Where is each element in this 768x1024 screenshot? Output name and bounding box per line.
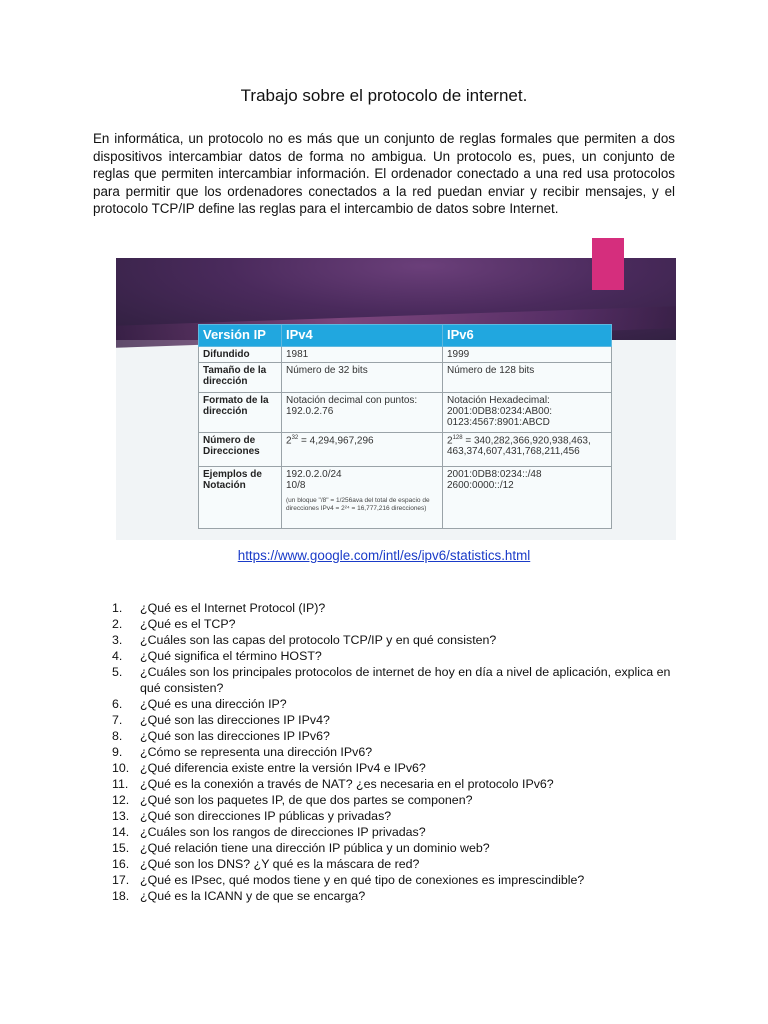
row-label: Difundido xyxy=(199,347,282,363)
ipv4-example-2: 10/8 xyxy=(286,480,306,491)
question-text: ¿Cuáles son las capas del protocolo TCP/IP y en qué consisten? xyxy=(140,633,497,647)
question-text: ¿Qué es IPsec, qué modos tiene y en qué tipo de conexiones es imprescindible? xyxy=(140,873,585,887)
list-item xyxy=(112,712,692,728)
row-label: Formato de la dirección xyxy=(199,393,282,433)
list-item xyxy=(112,808,692,824)
list-item xyxy=(112,792,692,808)
header-ipv4: IPv4 xyxy=(282,325,443,347)
question-number: 1. xyxy=(112,601,123,615)
table-row xyxy=(199,347,612,363)
question-text: ¿Qué relación tiene una dirección IP pública y un dominio web? xyxy=(140,841,490,855)
question-text: ¿Cuáles son los rangos de direcciones IP privadas? xyxy=(140,825,426,839)
list-item xyxy=(112,872,692,888)
question-number: 2. xyxy=(112,617,123,631)
question-text: ¿Qué son las direcciones IP IPv4? xyxy=(140,713,330,727)
list-item xyxy=(112,728,692,744)
question-text: ¿Qué diferencia existe entre la versión IPv4 e IPv6? xyxy=(140,761,426,775)
ipv6-count: = 340,282,366,920,938,463, 463,374,607,431,768,211,456 xyxy=(447,435,591,458)
intro-paragraph: En informática, un protocolo no es más que un conjunto de reglas formales que permiten a dos dispositivos intercambiar datos de forma no ambigua. Un protocolo es, pues, un conjunto de reglas que permiten intercambiar información. El ordenador conectado a una red usa protocolos para permitir que los ordenadores conectados a la red puedan enviar y recibir mensajes, y el protocolo TCP/IP define las reglas para el intercambio de datos sobre Internet. xyxy=(93,131,675,217)
list-item xyxy=(112,632,692,648)
table-row xyxy=(199,433,612,467)
question-text: ¿Cómo se representa una dirección IPv6? xyxy=(140,745,373,759)
question-number: 6. xyxy=(112,697,123,711)
question-number: 10. xyxy=(112,761,130,775)
question-number: 15. xyxy=(112,841,130,855)
ipv4-cell xyxy=(282,433,443,467)
list-item xyxy=(112,856,692,872)
table-header-row xyxy=(199,325,612,347)
question-text: ¿Qué son los paquetes IP, de que dos partes se componen? xyxy=(140,793,473,807)
list-item xyxy=(112,600,692,616)
ipv4-cell: 1981 xyxy=(282,347,443,363)
row-label: Número de Direcciones xyxy=(199,433,282,467)
question-number: 18. xyxy=(112,889,130,903)
question-number: 8. xyxy=(112,729,123,743)
question-text: ¿Qué es la conexión a través de NAT? ¿es necesaria en el protocolo IPv6? xyxy=(140,777,554,791)
ipv4-exponent: 32 xyxy=(291,435,299,441)
ipv6-statistics-link[interactable]: https://www.google.com/intl/es/ipv6/statistics.html xyxy=(237,548,531,563)
list-item xyxy=(112,744,692,760)
question-text: ¿Qué es la ICANN y de que se encarga? xyxy=(140,889,366,903)
question-number: 7. xyxy=(112,713,123,727)
list-item xyxy=(112,776,692,792)
ipv6-example-2: 2600:0000::/12 xyxy=(447,480,514,491)
header-version: Versión IP xyxy=(199,325,282,347)
question-number: 3. xyxy=(112,633,123,647)
ipv6-base: 2 xyxy=(447,435,453,447)
ipv6-exponent: 128 xyxy=(452,435,463,441)
header-ipv6: IPv6 xyxy=(443,325,612,347)
list-item xyxy=(112,616,692,632)
ipv4-example-note: (un bloque "/8" = 1/256ava del total de espacio de direcciones IPv4 = 2²⁴ = 16,777,216 direcciones) xyxy=(286,497,430,512)
list-item xyxy=(112,696,692,712)
question-text: ¿Qué son los DNS? ¿Y qué es la máscara de red? xyxy=(140,857,420,871)
list-item xyxy=(112,760,692,776)
pink-accent-block xyxy=(592,238,624,290)
table-row xyxy=(199,393,612,433)
question-number: 9. xyxy=(112,745,123,759)
ipv4-count: = 4,294,967,296 xyxy=(298,435,374,447)
table-row xyxy=(199,363,612,393)
statistics-link-container xyxy=(0,548,768,563)
ipv6-cell: 1999 xyxy=(443,347,612,363)
ipv4-cell: Número de 32 bits xyxy=(282,363,443,393)
row-label: Tamaño de la dirección xyxy=(199,363,282,393)
question-text: ¿Qué es el TCP? xyxy=(140,617,236,631)
question-text: ¿Qué son las direcciones IP IPv6? xyxy=(140,729,330,743)
list-item xyxy=(112,824,692,840)
ipv4-cell xyxy=(282,467,443,529)
question-text: ¿Qué son direcciones IP públicas y privadas? xyxy=(140,809,392,823)
list-item xyxy=(112,664,692,696)
ipv6-example-1: 2001:0DB8:0234::/48 xyxy=(447,469,542,480)
ipv4-example-1: 192.0.2.0/24 xyxy=(286,469,342,480)
row-label: Ejemplos de Notación xyxy=(199,467,282,529)
question-number: 4. xyxy=(112,649,123,663)
question-number: 11. xyxy=(112,777,129,791)
questions-list xyxy=(112,600,692,904)
ipv4-base: 2 xyxy=(286,435,292,447)
list-item xyxy=(112,648,692,664)
question-text: ¿Qué es una dirección IP? xyxy=(140,697,287,711)
question-number: 16. xyxy=(112,857,130,871)
list-item xyxy=(112,888,692,904)
question-number: 12. xyxy=(112,793,130,807)
question-number: 5. xyxy=(112,665,123,679)
ipv6-cell: Notación Hexadecimal: 2001:0DB8:0234:AB00: 0123:4567:8901:ABCD xyxy=(443,393,612,433)
question-text: ¿Qué significa el término HOST? xyxy=(140,649,322,663)
ipv6-cell xyxy=(443,467,612,529)
question-text: ¿Qué es el Internet Protocol (IP)? xyxy=(140,601,326,615)
question-number: 13. xyxy=(112,809,130,823)
document-title: Trabajo sobre el protocolo de internet. xyxy=(240,86,528,105)
ipv4-cell: Notación decimal con puntos: 192.0.2.76 xyxy=(282,393,443,433)
ipv6-cell: Número de 128 bits xyxy=(443,363,612,393)
ip-version-table xyxy=(198,324,612,529)
ipv6-cell xyxy=(443,433,612,467)
table-row xyxy=(199,467,612,529)
question-number: 17. xyxy=(112,873,130,887)
list-item xyxy=(112,840,692,856)
question-text: ¿Cuáles son los principales protocolos de internet de hoy en día a nivel de aplicación, explica en qué consisten? xyxy=(140,665,671,695)
question-number: 14. xyxy=(112,825,130,839)
